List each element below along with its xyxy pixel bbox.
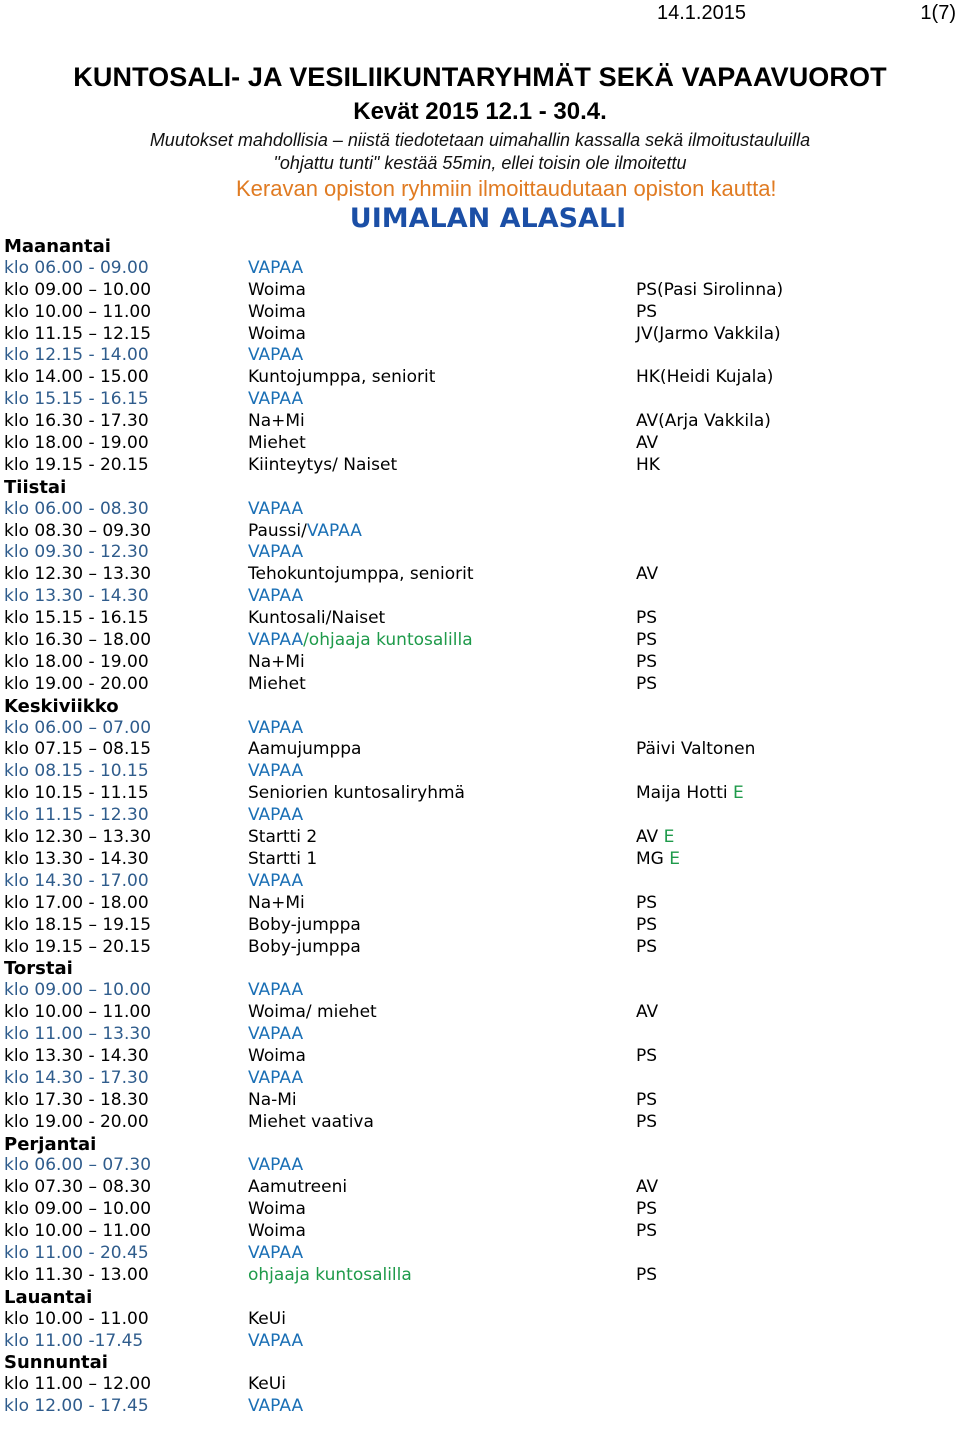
instructor-label: HK(Heidi Kujala): [636, 367, 774, 388]
instructor: [636, 674, 657, 696]
activity: [248, 1177, 347, 1199]
instructor-marker: E: [669, 848, 680, 869]
schedule-row: [4, 652, 960, 674]
activity: [248, 433, 306, 455]
instructor: [636, 1221, 657, 1243]
instructor-marker: E: [663, 827, 675, 848]
time-slot: klo 11.00 -17.45: [4, 1330, 144, 1351]
time-slot: klo 08.15 - 10.15: [4, 761, 149, 782]
duration-note: "ohjattu tunti" kestää 55min, ellei toisin ole ilmoitettu: [273, 153, 687, 173]
schedule-row: [4, 1112, 960, 1134]
time-slot: klo 11.00 - 20.45: [4, 1242, 149, 1263]
instructor: [636, 1177, 658, 1199]
time-slot: klo 06.00 – 07.00: [4, 717, 152, 738]
schedule-row: [4, 608, 960, 630]
instructor-label: PS: [636, 892, 658, 913]
time-slot: klo 16.30 – 18.00: [4, 630, 152, 651]
activity: [248, 1199, 306, 1221]
activity-label: Woima: [248, 1221, 306, 1242]
schedule-row: [4, 937, 960, 959]
schedule-row: [4, 455, 960, 477]
activity-label: VAPAA: [248, 805, 304, 826]
activity-label: Aamutreeni: [248, 1177, 348, 1198]
instructor-label: AV(Arja Vakkila): [636, 411, 771, 432]
activity-label: Na+Mi: [248, 651, 305, 672]
activity-extra: /ohjaaja kuntosalilla: [303, 630, 473, 651]
time-slot: klo 14.30 - 17.30: [4, 1067, 149, 1088]
instructor-label: PS: [636, 608, 658, 629]
instructor-label: PS: [636, 630, 658, 651]
time-slot: klo 13.30 - 14.30: [4, 586, 149, 607]
instructor-label: PS(Pasi Sirolinna): [636, 279, 784, 300]
schedule-row: [4, 1155, 960, 1177]
activity: [248, 718, 303, 740]
activity-label: Tehokuntojumppa, seniorit: [248, 564, 474, 585]
schedule-row: [4, 1265, 960, 1287]
instructor: [636, 739, 755, 761]
time-slot: klo 12.00 - 17.45: [4, 1396, 149, 1417]
activity: [248, 1024, 303, 1046]
instructor: [636, 915, 657, 937]
schedule-row: [4, 1046, 960, 1068]
schedule-row: [4, 1374, 960, 1396]
activity-label: Kiinteytys/ Naiset: [248, 454, 398, 475]
time-slot: klo 11.15 - 12.30: [4, 805, 149, 826]
activity-extra: VAPAA: [306, 520, 362, 541]
instructor: [636, 1002, 658, 1024]
activity: [248, 521, 362, 543]
activity-label: Kuntojumppa, seniorit: [248, 367, 436, 388]
activity-label: Boby-jumppa: [248, 936, 361, 957]
time-slot: klo 09.00 – 10.00: [4, 1199, 152, 1220]
time-slot: klo 17.00 - 18.00: [4, 892, 149, 913]
activity: [248, 1046, 306, 1068]
instructor-label: MG: [636, 848, 670, 869]
time-slot: klo 11.00 – 12.00: [4, 1374, 152, 1395]
activity: [248, 586, 303, 608]
activity-label: Woima: [248, 1199, 306, 1220]
schedule-row: [4, 1221, 960, 1243]
schedule-row: [4, 761, 960, 783]
activity-label: VAPAA: [248, 1396, 304, 1417]
time-slot: klo 12.30 – 13.30: [4, 827, 152, 848]
time-slot: klo 06.00 - 09.00: [4, 257, 149, 278]
time-slot: klo 11.30 - 13.00: [4, 1264, 149, 1285]
day-heading: Tiistai: [4, 476, 67, 498]
activity: [248, 1112, 374, 1134]
instructor: [636, 849, 680, 871]
activity-label: KeUi: [248, 1374, 286, 1395]
instructor: [636, 608, 657, 630]
time-slot: klo 12.15 - 14.00: [4, 345, 149, 366]
schedule-row: [4, 871, 960, 893]
instructor-marker: E: [733, 783, 744, 804]
activity: [248, 1243, 303, 1265]
instructor-label: Päivi Valtonen: [636, 739, 756, 760]
instructor: [636, 455, 660, 477]
activity: [248, 1265, 412, 1287]
instructor-label: PS: [636, 1264, 658, 1285]
instructor: [636, 652, 657, 674]
activity: [248, 1090, 297, 1112]
activity: [248, 1002, 377, 1024]
time-slot: klo 06.00 - 08.30: [4, 498, 149, 519]
time-slot: klo 09.00 – 10.00: [4, 980, 152, 1001]
activity: [248, 411, 305, 433]
instructor-label: PS: [636, 1089, 658, 1110]
instructor: [636, 1046, 657, 1068]
document-date: 14.1.2015: [657, 2, 746, 24]
instructor: [636, 1090, 657, 1112]
schedule-row: [4, 1024, 960, 1046]
time-slot: klo 15.15 - 16.15: [4, 389, 149, 410]
activity: [248, 564, 474, 586]
activity-label: Startti 2: [248, 827, 318, 848]
instructor-label: Maija Hotti: [636, 783, 733, 804]
activity: [248, 915, 361, 937]
activity-label: VAPAA: [248, 1155, 304, 1176]
activity: [248, 893, 305, 915]
day-heading: Sunnuntai: [4, 1352, 108, 1374]
activity-label: KeUi: [248, 1308, 286, 1329]
activity-label: VAPAA: [248, 542, 304, 563]
day-heading: Keskiviikko: [4, 695, 119, 717]
schedule-row: [4, 586, 960, 608]
activity-label: Kuntosali/Naiset: [248, 608, 386, 629]
instructor: [636, 1265, 657, 1287]
schedule-row: [4, 1331, 960, 1353]
activity-label: VAPAA: [248, 586, 304, 607]
instructor: [636, 411, 771, 433]
activity-label: VAPAA: [248, 870, 304, 891]
instructor-label: PS: [636, 1045, 658, 1066]
activity: [248, 630, 473, 652]
instructor: [636, 280, 783, 302]
time-slot: klo 10.00 – 11.00: [4, 301, 152, 322]
time-slot: klo 07.30 – 08.30: [4, 1177, 152, 1198]
activity: [248, 1331, 303, 1353]
instructor-label: AV: [636, 1177, 659, 1198]
day-heading: Lauantai: [4, 1286, 93, 1308]
activity: [248, 827, 317, 849]
time-slot: klo 10.00 – 11.00: [4, 1002, 152, 1023]
schedule-row: [4, 564, 960, 586]
activity: [248, 783, 465, 805]
instructor-label: PS: [636, 651, 658, 672]
activity: [248, 805, 303, 827]
schedule: [4, 236, 960, 1418]
instructor-label: PS: [636, 301, 658, 322]
activity: [248, 367, 435, 389]
activity-label: VAPAA: [248, 980, 304, 1001]
activity-label: Woima: [248, 1045, 306, 1066]
schedule-row: [4, 849, 960, 871]
activity: [248, 1396, 303, 1418]
changes-note: Muutokset mahdollisia – niistä tiedotetaan uimahallin kassalla sekä ilmoitustauluilla: [149, 130, 811, 150]
time-slot: klo 19.00 - 20.00: [4, 1111, 149, 1132]
schedule-row: [4, 630, 960, 652]
instructor: [636, 367, 773, 389]
activity-label: Startti 1: [248, 848, 318, 869]
schedule-row: [4, 345, 960, 367]
activity-label: Woima: [248, 323, 306, 344]
schedule-row: [4, 739, 960, 761]
instructor: [636, 433, 658, 455]
activity: [248, 761, 303, 783]
schedule-row: [4, 980, 960, 1002]
time-slot: klo 19.15 – 20.15: [4, 936, 152, 957]
time-slot: klo 14.00 - 15.00: [4, 367, 149, 388]
activity-label: VAPAA: [248, 630, 304, 651]
activity-label: Miehet: [248, 673, 306, 694]
activity: [248, 302, 306, 324]
instructor: [636, 630, 657, 652]
activity: [248, 1068, 303, 1090]
time-slot: klo 18.00 - 19.00: [4, 433, 149, 454]
time-slot: klo 10.00 – 11.00: [4, 1221, 152, 1242]
schedule-row: [4, 389, 960, 411]
time-slot: klo 12.30 – 13.30: [4, 564, 152, 585]
activity: [248, 849, 317, 871]
schedule-row: [4, 499, 960, 521]
time-slot: klo 08.30 – 09.30: [4, 520, 152, 541]
schedule-row: [4, 302, 960, 324]
activity: [248, 280, 306, 302]
activity-label: Na-Mi: [248, 1089, 297, 1110]
activity-label: VAPAA: [248, 1330, 304, 1351]
activity: [248, 739, 361, 761]
activity: [248, 324, 306, 346]
activity: [248, 1309, 286, 1331]
schedule-row: [4, 1177, 960, 1199]
schedule-row: [4, 915, 960, 937]
time-slot: klo 18.00 - 19.00: [4, 651, 149, 672]
instructor: [636, 1199, 657, 1221]
activity: [248, 345, 303, 367]
instructor: [636, 564, 658, 586]
schedule-row: [4, 783, 960, 805]
schedule-row: [4, 674, 960, 696]
time-slot: klo 19.00 - 20.00: [4, 673, 149, 694]
activity-label: Seniorien kuntosaliryhmä: [248, 783, 465, 804]
time-slot: klo 09.30 - 12.30: [4, 542, 149, 563]
day-heading: Maanantai: [4, 236, 111, 257]
day-heading: Torstai: [4, 958, 73, 980]
activity-label: Woima: [248, 301, 306, 322]
day-heading: Perjantai: [4, 1133, 97, 1155]
time-slot: klo 14.30 - 17.00: [4, 870, 149, 891]
instructor-label: JV(Jarmo Vakkila): [636, 323, 781, 344]
activity: [248, 937, 361, 959]
activity: [248, 499, 303, 521]
time-slot: klo 10.00 - 11.00: [4, 1308, 149, 1329]
activity-label: Miehet: [248, 433, 306, 454]
instructor-label: PS: [636, 936, 658, 957]
activity: [248, 608, 385, 630]
schedule-row: [4, 1199, 960, 1221]
activity-label: Na+Mi: [248, 892, 305, 913]
schedule-row: [4, 542, 960, 564]
schedule-row: [4, 1002, 960, 1024]
time-slot: klo 17.30 - 18.30: [4, 1089, 149, 1110]
schedule-row: [4, 893, 960, 915]
schedule-row: [4, 718, 960, 740]
time-slot: klo 10.15 - 11.15: [4, 783, 149, 804]
activity-label: VAPAA: [248, 389, 304, 410]
instructor: [636, 302, 657, 324]
time-slot: klo 19.15 - 20.15: [4, 454, 149, 475]
instructor-label: PS: [636, 1221, 658, 1242]
activity-label: VAPAA: [248, 498, 304, 519]
time-slot: klo 07.15 – 08.15: [4, 739, 152, 760]
schedule-row: [4, 324, 960, 346]
schedule-row: [4, 1396, 960, 1418]
schedule-row: [4, 280, 960, 302]
activity-label: Paussi/: [248, 520, 307, 541]
schedule-row: [4, 1090, 960, 1112]
time-slot: klo 11.15 – 12.15: [4, 323, 152, 344]
activity: [248, 1155, 303, 1177]
activity: [248, 871, 303, 893]
pool-section-title: UIMALAN ALASALI: [349, 203, 627, 234]
time-slot: klo 13.30 - 14.30: [4, 1045, 149, 1066]
activity-label: ohjaaja kuntosalilla: [248, 1264, 412, 1285]
activity-label: VAPAA: [248, 1067, 304, 1088]
time-slot: klo 18.15 – 19.15: [4, 914, 152, 935]
activity-label: VAPAA: [248, 1242, 304, 1263]
instructor: [636, 893, 657, 915]
activity: [248, 674, 306, 696]
activity: [248, 1374, 286, 1396]
activity: [248, 389, 303, 411]
instructor-label: AV: [636, 827, 664, 848]
activity-label: VAPAA: [248, 257, 304, 278]
activity-label: VAPAA: [248, 1024, 304, 1045]
instructor-label: HK: [636, 454, 660, 475]
activity-label: Na+Mi: [248, 411, 305, 432]
instructor: [636, 783, 744, 805]
schedule-row: [4, 411, 960, 433]
instructor-label: PS: [636, 914, 658, 935]
schedule-row: [4, 1309, 960, 1331]
schedule-row: [4, 1068, 960, 1090]
time-slot: klo 09.00 – 10.00: [4, 279, 152, 300]
instructor-label: PS: [636, 1199, 658, 1220]
activity: [248, 1221, 306, 1243]
activity: [248, 652, 305, 674]
instructor-label: PS: [636, 673, 658, 694]
schedule-row: [4, 433, 960, 455]
instructor-label: AV: [636, 433, 659, 454]
time-slot: klo 13.30 - 14.30: [4, 848, 149, 869]
activity-label: Miehet vaativa: [248, 1111, 374, 1132]
time-slot: klo 16.30 - 17.30: [4, 411, 149, 432]
schedule-row: [4, 258, 960, 280]
instructor: [636, 1112, 657, 1134]
schedule-row: [4, 805, 960, 827]
activity-label: VAPAA: [248, 717, 304, 738]
activity-label: VAPAA: [248, 761, 304, 782]
activity-label: Boby-jumppa: [248, 914, 361, 935]
schedule-row: [4, 521, 960, 543]
activity: [248, 980, 303, 1002]
instructor-label: AV: [636, 1002, 659, 1023]
instructor-label: AV: [636, 564, 659, 585]
schedule-row: [4, 367, 960, 389]
activity: [248, 542, 303, 564]
activity-label: Aamujumppa: [248, 739, 362, 760]
instructor-label: PS: [636, 1111, 658, 1132]
document-subtitle: Kevät 2015 12.1 - 30.4.: [353, 98, 607, 125]
registration-note: Keravan opiston ryhmiin ilmoittaudutaan opiston kautta!: [236, 176, 777, 201]
activity: [248, 455, 397, 477]
time-slot: klo 06.00 – 07.30: [4, 1155, 152, 1176]
time-slot: klo 11.00 – 13.30: [4, 1024, 152, 1045]
time-slot: klo 15.15 - 16.15: [4, 608, 149, 629]
instructor: [636, 937, 657, 959]
activity: [248, 258, 303, 280]
document-title: KUNTOSALI- JA VESILIIKUNTARYHMÄT SEKÄ VAPAAVUOROT: [73, 62, 887, 92]
schedule-row: [4, 1243, 960, 1265]
page-number: 1(7): [920, 2, 956, 24]
schedule-row: [4, 827, 960, 849]
activity-label: Woima/ miehet: [248, 1002, 377, 1023]
activity-label: Woima: [248, 279, 306, 300]
activity-label: VAPAA: [248, 345, 304, 366]
instructor: [636, 324, 781, 346]
instructor: [636, 827, 674, 849]
